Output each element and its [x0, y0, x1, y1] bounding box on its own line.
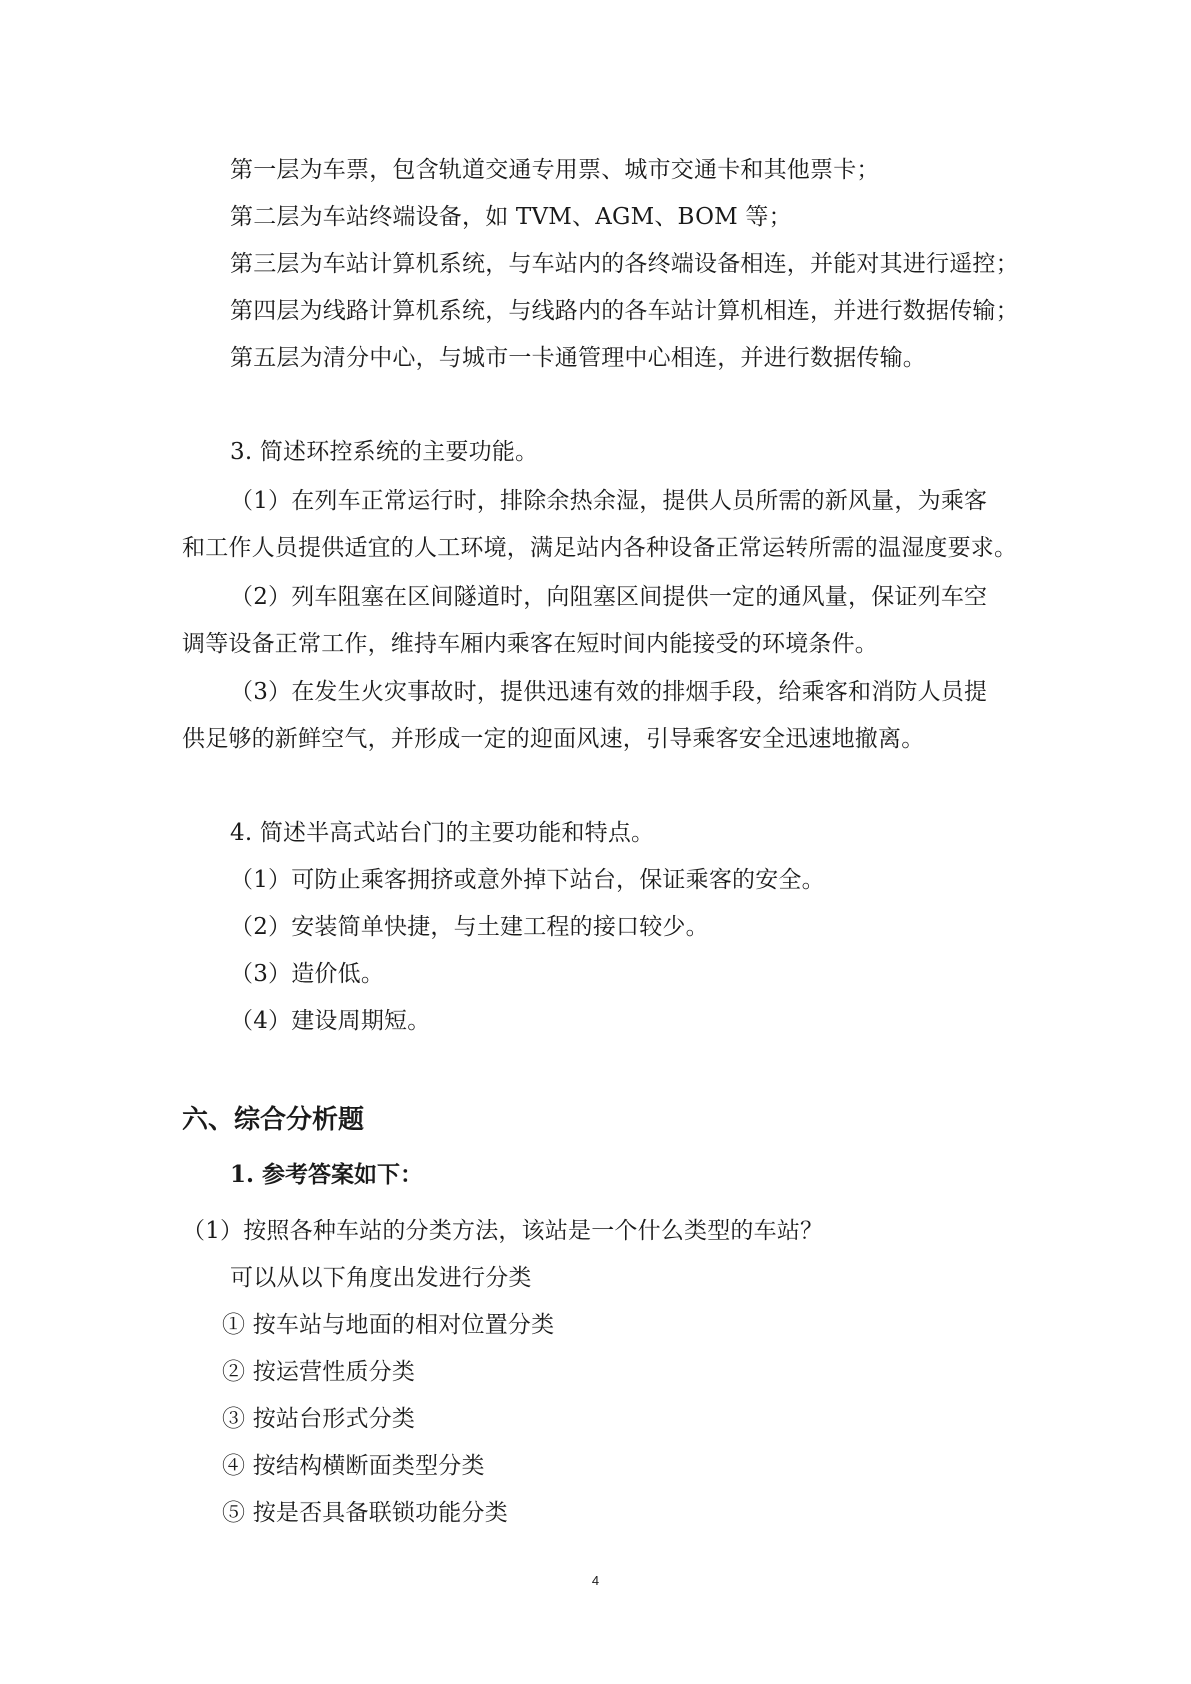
q4-item-1: （1）可防止乘客拥挤或意外掉下站台，保证乘客的安全。 [230, 867, 825, 893]
q3-p3-line2: 供足够的新鲜空气，并形成一定的迎面风速，引导乘客安全迅速地撤离。 [182, 726, 925, 752]
layer-line-1: 第一层为车票，包含轨道交通专用票、城市交通卡和其他票卡； [230, 157, 880, 183]
classification-item-3: ③ 按站台形式分类 [222, 1406, 416, 1432]
layer-line-2: 第二层为车站终端设备，如 TVM、AGM、BOM 等； [230, 204, 792, 230]
layer-line-5: 第五层为清分中心，与城市一卡通管理中心相连，并进行数据传输。 [230, 345, 926, 371]
page-number: 4 [591, 1573, 600, 1588]
q4-title: 4. 简述半高式站台门的主要功能和特点。 [230, 820, 655, 846]
layer-line-4: 第四层为线路计算机系统，与线路内的各车站计算机相连，并进行数据传输； [230, 298, 1019, 324]
classification-item-2: ② 按运营性质分类 [222, 1359, 416, 1385]
q4-item-3: （3）造价低。 [230, 961, 385, 987]
section-subheading: 1. 参考答案如下： [230, 1161, 424, 1188]
classification-item-5: ⑤ 按是否具备联锁功能分类 [222, 1500, 508, 1526]
q3-p2-line1: （2）列车阻塞在区间隧道时，向阻塞区间提供一定的通风量，保证列车空 [230, 584, 988, 610]
q3-p3-line1: （3）在发生火灾事故时，提供迅速有效的排烟手段，给乘客和消防人员提 [230, 679, 988, 705]
q4-item-4: （4）建设周期短。 [230, 1008, 431, 1034]
q4-item-2: （2）安装简单快捷，与土建工程的接口较少。 [230, 914, 709, 940]
q3-p1-line1: （1）在列车正常运行时，排除余热余湿，提供人员所需的新风量，为乘客 [230, 488, 988, 514]
layer-line-3: 第三层为车站计算机系统，与车站内的各终端设备相连，并能对其进行遥控； [230, 251, 1019, 277]
analysis-question: （1）按照各种车站的分类方法，该站是一个什么类型的车站？ [182, 1218, 824, 1244]
q3-title: 3. 简述环控系统的主要功能。 [230, 439, 539, 465]
q3-p1-line2: 和工作人员提供适宜的人工环境，满足站内各种设备正常运转所需的温湿度要求。 [182, 535, 1018, 561]
classification-item-1: ① 按车站与地面的相对位置分类 [222, 1312, 555, 1338]
classification-item-4: ④ 按结构横断面类型分类 [222, 1453, 485, 1479]
q3-p2-line2: 调等设备正常工作，维持车厢内乘客在短时间内能接受的环境条件。 [182, 631, 878, 657]
analysis-intro: 可以从以下角度出发进行分类 [230, 1265, 532, 1291]
section-heading: 六、综合分析题 [182, 1105, 365, 1135]
